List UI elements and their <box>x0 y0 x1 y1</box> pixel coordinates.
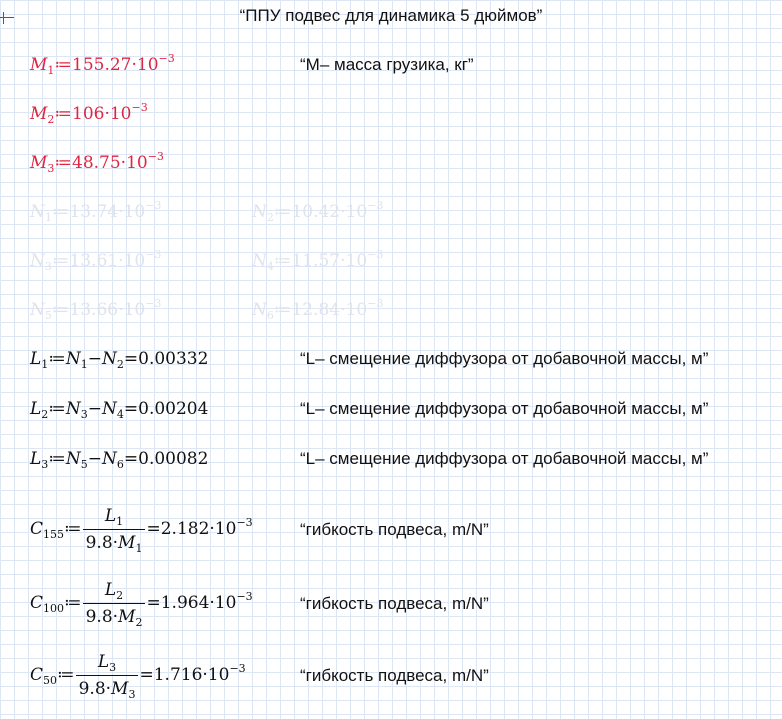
define-operator: ≔ <box>54 104 72 124</box>
compliance-comment[interactable]: “гибкость подвеса, m/N” <box>300 666 489 685</box>
exponent: −3 <box>236 590 253 603</box>
minus-operator: − <box>87 349 102 369</box>
operand-a: N <box>65 449 81 469</box>
displacement-comment[interactable]: “L– смещение диффузора от добавочной массы, м” <box>300 399 709 418</box>
var-subscript: 1 <box>41 358 49 371</box>
multiplier: ·10 <box>118 300 146 320</box>
denominator-coefficient: 9.8· <box>85 533 119 553</box>
var-name: L <box>30 449 42 469</box>
numerator-var: L <box>104 506 117 526</box>
minus-operator: − <box>87 399 102 419</box>
operand-b: N <box>102 399 117 419</box>
exponent: −3 <box>236 516 253 529</box>
result-value: 1.964 <box>160 593 210 613</box>
operand-a: N <box>65 399 81 419</box>
operand-b: N <box>102 449 117 469</box>
value: 48.75 <box>72 153 121 173</box>
compliance-expression-c100[interactable] <box>30 580 253 627</box>
denominator-coefficient: 9.8· <box>85 607 119 627</box>
numerator <box>83 580 146 604</box>
var-name: N <box>30 300 45 320</box>
define-operator: ≔ <box>64 519 82 539</box>
var-name: N <box>30 251 45 271</box>
value: 13.61 <box>69 251 119 271</box>
denominator-var: M <box>118 607 136 627</box>
displacement-comment[interactable]: “L– смещение диффузора от добавочной массы, м” <box>300 349 709 368</box>
compliance-expression-c155[interactable] <box>30 506 253 553</box>
define-operator: ≔ <box>64 593 82 613</box>
equals-sign: = <box>123 399 139 419</box>
result-value: 0.00204 <box>138 399 209 419</box>
multiplier: ·10 <box>340 202 368 222</box>
value: 13.66 <box>69 300 119 320</box>
exponent: −3 <box>367 199 384 212</box>
denominator-subscript: 3 <box>128 688 136 701</box>
define-operator: ≔ <box>54 153 72 173</box>
operand-b-subscript: 6 <box>116 458 124 471</box>
define-operator: ≔ <box>48 349 66 369</box>
var-name: N <box>252 202 267 222</box>
multiplier: ·10 <box>120 153 148 173</box>
exponent: −3 <box>367 248 384 261</box>
numerator <box>83 506 146 530</box>
operand-a-subscript: 3 <box>80 408 88 421</box>
numerator-subscript: 3 <box>109 661 117 674</box>
exponent: −3 <box>145 199 162 212</box>
compliance-comment[interactable]: “гибкость подвеса, m/N” <box>300 520 489 539</box>
define-operator: ≔ <box>273 251 292 271</box>
value: 10.42 <box>291 202 341 222</box>
displacement-expression-l2[interactable] <box>30 399 208 419</box>
var-name: N <box>252 300 267 320</box>
equals-sign: = <box>123 449 139 469</box>
var-subscript: 5 <box>44 309 52 322</box>
define-operator: ≔ <box>51 202 70 222</box>
value: 106 <box>72 104 105 124</box>
multiplier: ·10 <box>209 593 237 613</box>
var-subscript: 1 <box>47 64 55 77</box>
measure-definition-n1[interactable] <box>30 199 162 224</box>
numerator-var: L <box>104 580 117 600</box>
var-name: M <box>30 55 48 75</box>
define-operator: ≔ <box>48 399 66 419</box>
numerator-subscript: 2 <box>116 589 124 602</box>
fraction <box>76 652 139 699</box>
operand-a-subscript: 1 <box>80 358 88 371</box>
measure-definition-n5[interactable] <box>30 297 162 322</box>
measure-definition-n3[interactable] <box>30 248 162 273</box>
define-operator: ≔ <box>51 251 70 271</box>
numerator <box>76 652 139 676</box>
multiplier: ·10 <box>131 55 159 75</box>
result-value: 2.182 <box>160 519 210 539</box>
multiplier: ·10 <box>104 104 132 124</box>
operand-a: N <box>65 349 81 369</box>
mass-comment[interactable]: “M– масса грузика, кг” <box>300 55 474 74</box>
var-name: N <box>252 251 267 271</box>
var-subscript: 3 <box>44 260 52 273</box>
result-value: 0.00332 <box>138 349 209 369</box>
define-operator: ≔ <box>273 300 292 320</box>
multiplier: ·10 <box>340 251 368 271</box>
var-subscript: 100 <box>43 602 65 615</box>
var-name: M <box>30 104 48 124</box>
worksheet-title[interactable]: “ППУ подвес для динамика 5 дюймов” <box>239 6 543 25</box>
denominator-var: M <box>118 533 136 553</box>
var-subscript: 4 <box>266 260 274 273</box>
denominator-subscript: 2 <box>135 616 143 629</box>
equals-sign: = <box>139 665 154 685</box>
numerator-var: L <box>97 652 110 672</box>
multiplier: ·10 <box>340 300 368 320</box>
var-name: C <box>30 593 44 613</box>
var-subscript: 2 <box>41 408 49 421</box>
denominator <box>83 530 146 553</box>
value: 155.27 <box>72 55 132 75</box>
var-subscript: 1 <box>44 211 52 224</box>
exponent: −3 <box>145 297 162 310</box>
value: 12.84 <box>291 300 341 320</box>
displacement-comment[interactable]: “L– смещение диффузора от добавочной массы, м” <box>300 449 709 468</box>
multiplier: ·10 <box>118 251 146 271</box>
var-name: L <box>30 399 42 419</box>
exponent: −3 <box>145 248 162 261</box>
var-name: L <box>30 349 42 369</box>
define-operator: ≔ <box>57 665 75 685</box>
equals-sign: = <box>123 349 139 369</box>
denominator-var: M <box>111 679 129 699</box>
exponent: −3 <box>131 101 148 114</box>
var-name: C <box>30 665 44 685</box>
multiplier: ·10 <box>209 519 237 539</box>
define-operator: ≔ <box>48 449 66 469</box>
numerator-subscript: 1 <box>116 515 124 528</box>
multiplier: ·10 <box>202 665 230 685</box>
equals-sign: = <box>146 519 161 539</box>
exponent: −3 <box>147 150 164 163</box>
displacement-expression-l1[interactable] <box>30 349 208 369</box>
exponent: −3 <box>367 297 384 310</box>
exponent: −3 <box>229 662 246 675</box>
define-operator: ≔ <box>51 300 70 320</box>
displacement-expression-l3[interactable] <box>30 449 208 469</box>
measure-definition-n2[interactable] <box>252 199 384 224</box>
value: 13.74 <box>69 202 119 222</box>
operand-a-subscript: 5 <box>80 458 88 471</box>
measure-definition-n6[interactable] <box>252 297 384 322</box>
fraction <box>83 506 146 553</box>
minus-operator: − <box>87 449 102 469</box>
denominator-subscript: 1 <box>135 542 143 555</box>
define-operator: ≔ <box>273 202 292 222</box>
denominator-coefficient: 9.8· <box>78 679 112 699</box>
result-value: 0.00082 <box>138 449 209 469</box>
exponent: −3 <box>158 52 175 65</box>
var-subscript: 50 <box>43 674 58 687</box>
operand-b: N <box>102 349 117 369</box>
var-subscript: 3 <box>47 162 55 175</box>
var-subscript: 2 <box>47 113 55 126</box>
equals-sign: = <box>146 593 161 613</box>
multiplier: ·10 <box>118 202 146 222</box>
value: 11.57 <box>291 251 341 271</box>
var-name: C <box>30 519 44 539</box>
denominator <box>76 676 139 699</box>
var-subscript: 6 <box>266 309 274 322</box>
var-subscript: 2 <box>266 211 274 224</box>
var-name: N <box>30 202 45 222</box>
mass-definition-m3[interactable] <box>30 150 164 175</box>
operand-b-subscript: 2 <box>116 358 124 371</box>
var-subscript: 3 <box>41 458 49 471</box>
denominator <box>83 604 146 627</box>
compliance-comment[interactable]: “гибкость подвеса, m/N” <box>300 594 489 613</box>
var-name: M <box>30 153 48 173</box>
var-subscript: 155 <box>43 528 65 541</box>
result-value: 1.716 <box>153 665 203 685</box>
mass-definition-m2[interactable] <box>30 101 148 126</box>
define-operator: ≔ <box>54 55 72 75</box>
mass-definition-m1[interactable] <box>30 52 175 77</box>
compliance-expression-c50[interactable] <box>30 652 246 699</box>
measure-definition-n4[interactable] <box>252 248 384 273</box>
operand-b-subscript: 4 <box>116 408 124 421</box>
fraction <box>83 580 146 627</box>
